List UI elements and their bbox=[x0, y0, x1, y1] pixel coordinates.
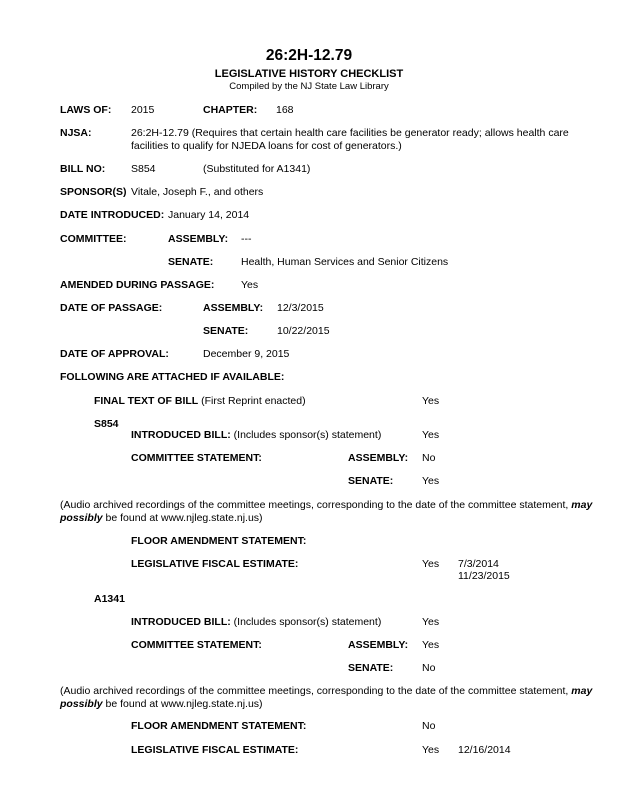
passage-senate-value: 10/22/2015 bbox=[277, 325, 330, 337]
committee-senate-label: SENATE: bbox=[168, 256, 214, 268]
chapter-value: 168 bbox=[276, 104, 294, 116]
committee-senate-value: Health, Human Services and Senior Citizens bbox=[241, 256, 449, 268]
committee-assembly-value: --- bbox=[241, 233, 252, 245]
laws-of-label: LAWS OF: bbox=[60, 104, 112, 116]
page-title: LEGISLATIVE HISTORY CHECKLIST bbox=[214, 68, 404, 80]
a1341-floor-label: FLOOR AMENDMENT STATEMENT: bbox=[131, 720, 307, 732]
a1341-introduced-note: (Includes sponsor(s) statement) bbox=[233, 616, 382, 628]
s854-assembly-label: ASSEMBLY: bbox=[348, 452, 409, 464]
s854-floor-label: FLOOR AMENDMENT STATEMENT: bbox=[131, 535, 307, 547]
bill-no-value: S854 bbox=[131, 163, 156, 175]
statute-number: 26:2H-12.79 bbox=[265, 47, 353, 64]
passage-assembly-value: 12/3/2015 bbox=[277, 302, 324, 314]
s854-audio-note-link-text: be found at www.njleg.state.nj.us) bbox=[105, 512, 263, 524]
s854-heading: S854 bbox=[94, 418, 119, 430]
s854-audio-note-text: (Audio archived recordings of the committee meetings, corresponding to the date of the committee statement, bbox=[60, 499, 569, 511]
s854-fiscal-date-2: 11/23/2015 bbox=[458, 570, 510, 582]
a1341-introduced-row bbox=[131, 616, 381, 628]
a1341-introduced-label: INTRODUCED BILL: bbox=[131, 616, 231, 628]
date-introduced-label: DATE INTRODUCED: bbox=[60, 209, 165, 221]
s854-fiscal-date-1: 7/3/2014 bbox=[458, 558, 499, 570]
a1341-assembly-value: Yes bbox=[422, 639, 440, 651]
final-text-label: FINAL TEXT OF BILL bbox=[94, 395, 199, 407]
njsa-label: NJSA: bbox=[60, 127, 92, 139]
a1341-audio-note-link-text: be found at www.njleg.state.nj.us) bbox=[105, 698, 263, 710]
committee-label: COMMITTEE: bbox=[60, 233, 127, 245]
a1341-senate-label: SENATE: bbox=[348, 662, 394, 674]
a1341-assembly-label: ASSEMBLY: bbox=[348, 639, 409, 651]
bill-no-note: (Substituted for A1341) bbox=[203, 163, 311, 175]
bill-no-label: BILL NO: bbox=[60, 163, 106, 175]
s854-introduced-note: (Includes sponsor(s) statement) bbox=[233, 429, 382, 441]
s854-audio-note-emphasis: may possibly bbox=[60, 499, 593, 524]
committee-assembly-label: ASSEMBLY: bbox=[168, 233, 229, 245]
sponsors-label: SPONSOR(S) bbox=[60, 186, 127, 198]
a1341-audio-note-text: (Audio archived recordings of the committee meetings, corresponding to the date of the committee statement, bbox=[60, 685, 569, 697]
passage-assembly-label: ASSEMBLY: bbox=[203, 302, 264, 314]
a1341-committee-label: COMMITTEE STATEMENT: bbox=[131, 639, 262, 651]
s854-introduced-label: INTRODUCED BILL: bbox=[131, 429, 231, 441]
a1341-fiscal-date-1: 12/16/2014 bbox=[458, 744, 511, 756]
s854-assembly-value: No bbox=[422, 452, 436, 464]
date-introduced-value: January 14, 2014 bbox=[168, 209, 250, 221]
approval-value: December 9, 2015 bbox=[203, 348, 290, 360]
laws-of-value: 2015 bbox=[131, 104, 155, 116]
a1341-heading: A1341 bbox=[94, 593, 125, 605]
a1341-floor-value: No bbox=[422, 720, 436, 732]
passage-label: DATE OF PASSAGE: bbox=[60, 302, 163, 314]
s854-senate-value: Yes bbox=[422, 475, 440, 487]
final-text-note: (First Reprint enacted) bbox=[201, 395, 306, 407]
s854-fiscal-value: Yes bbox=[422, 558, 440, 570]
a1341-fiscal-label: LEGISLATIVE FISCAL ESTIMATE: bbox=[131, 744, 299, 756]
sponsors-value: Vitale, Joseph F., and others bbox=[131, 186, 264, 198]
a1341-audio-note-emphasis: may possibly bbox=[60, 685, 593, 710]
s854-introduced-value: Yes bbox=[422, 429, 440, 441]
a1341-senate-value: No bbox=[422, 662, 436, 674]
approval-label: DATE OF APPROVAL: bbox=[60, 348, 169, 360]
amended-label: AMENDED DURING PASSAGE: bbox=[60, 279, 215, 291]
a1341-audio-note bbox=[60, 685, 605, 711]
page-subtitle: Compiled by the NJ State Law Library bbox=[229, 81, 389, 92]
final-text-value: Yes bbox=[422, 395, 440, 407]
a1341-introduced-value: Yes bbox=[422, 616, 440, 628]
final-text-row bbox=[94, 395, 306, 407]
a1341-fiscal-value: Yes bbox=[422, 744, 440, 756]
s854-committee-label: COMMITTEE STATEMENT: bbox=[131, 452, 262, 464]
s854-senate-label: SENATE: bbox=[348, 475, 394, 487]
attached-heading: FOLLOWING ARE ATTACHED IF AVAILABLE: bbox=[60, 371, 285, 383]
s854-audio-note bbox=[60, 499, 605, 525]
njsa-value: 26:2H-12.79 (Requires that certain health care facilities be generator ready; allows health care facilities to qualify for NJEDA loans for cost of generators.) bbox=[131, 127, 569, 152]
amended-value: Yes bbox=[241, 279, 259, 291]
s854-introduced-row bbox=[131, 429, 381, 441]
chapter-label: CHAPTER: bbox=[203, 104, 258, 116]
s854-fiscal-label: LEGISLATIVE FISCAL ESTIMATE: bbox=[131, 558, 299, 570]
passage-senate-label: SENATE: bbox=[203, 325, 249, 337]
